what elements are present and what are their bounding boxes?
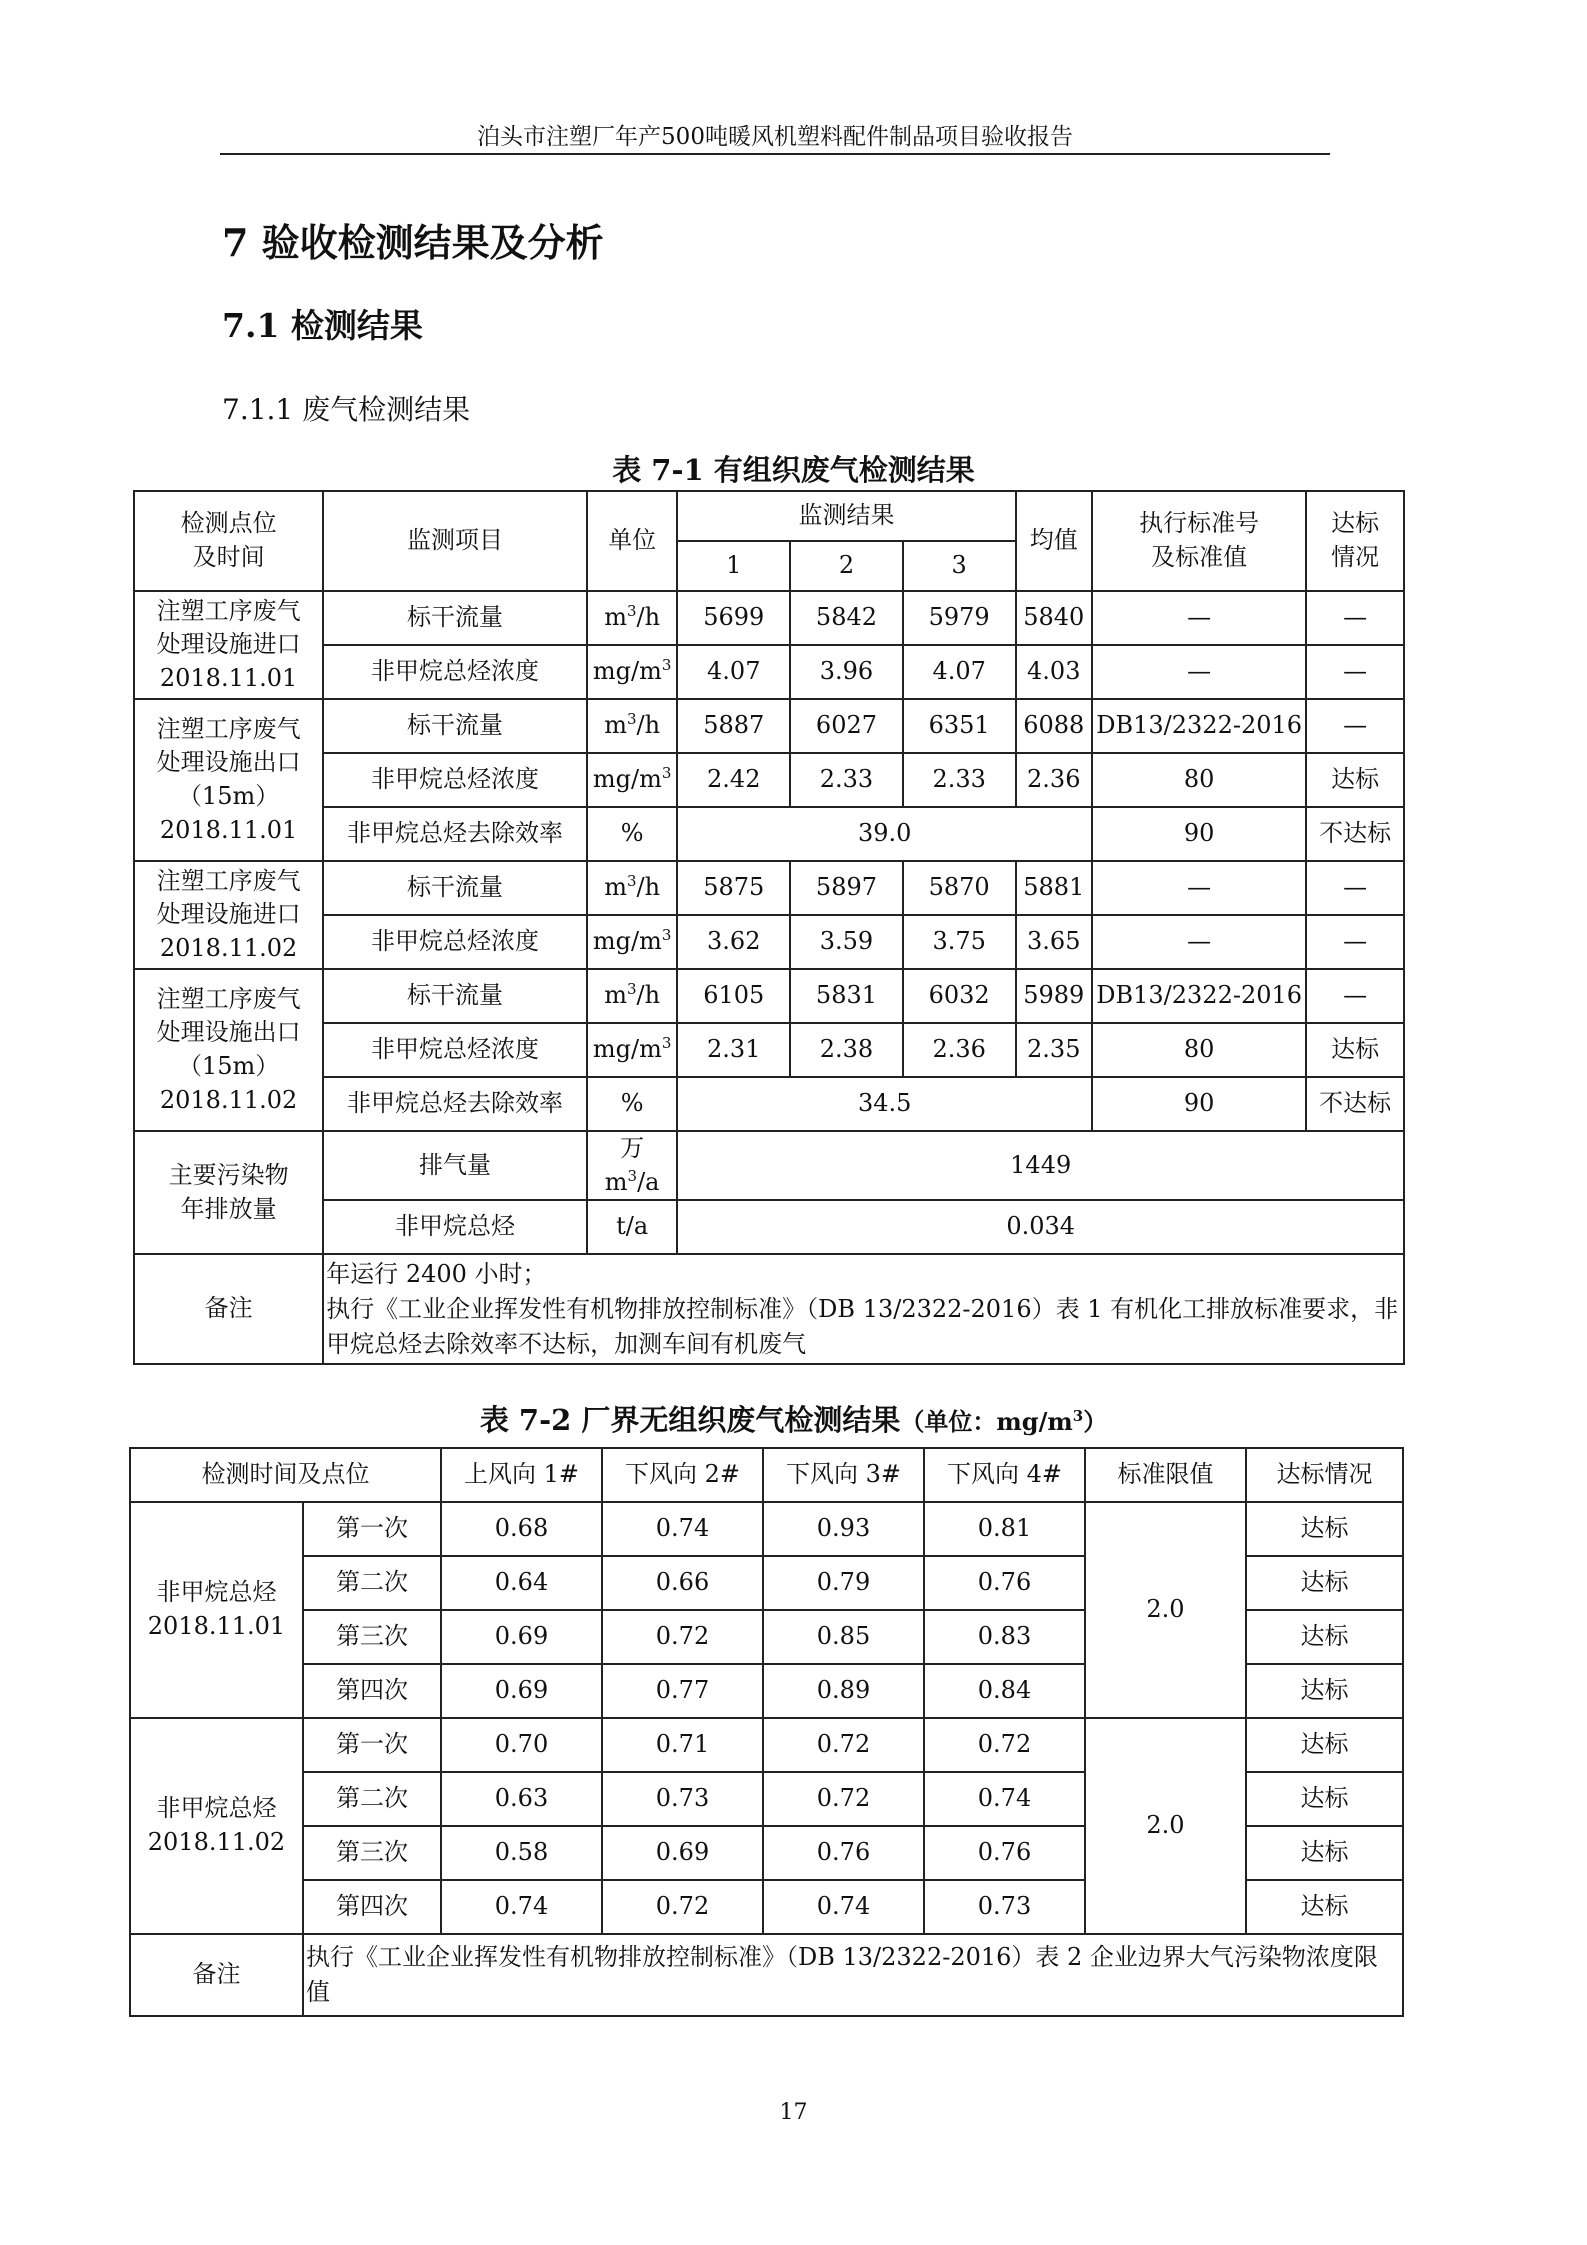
- efficiency-row: [134, 1077, 1404, 1131]
- note-row: [134, 1254, 1404, 1364]
- down3-cell: 0.89: [763, 1664, 924, 1718]
- down4-cell: 0.83: [924, 1610, 1085, 1664]
- efficiency-unit-cell: %: [587, 1077, 678, 1131]
- round-cell: 第三次: [303, 1826, 441, 1880]
- header-up1: 上风向 1#: [441, 1448, 602, 1502]
- mean-cell: 6088: [1016, 699, 1092, 753]
- down2-cell: 0.66: [602, 1556, 763, 1610]
- table-row: [130, 1718, 1403, 1772]
- round-cell: 第一次: [303, 1502, 441, 1556]
- unit-sup: 3: [626, 710, 637, 729]
- table-row: [130, 1502, 1403, 1556]
- down2-cell: 0.72: [602, 1610, 763, 1664]
- up1-cell: 0.70: [441, 1718, 602, 1772]
- header-rule: [220, 153, 1330, 155]
- status-cell: 达标: [1246, 1556, 1403, 1610]
- down3-cell: 0.72: [763, 1772, 924, 1826]
- annual-value-cell: 1449: [677, 1131, 1404, 1200]
- down3-cell: 0.72: [763, 1718, 924, 1772]
- table-row: [134, 969, 1404, 1023]
- round-cell: 第一次: [303, 1718, 441, 1772]
- header-unit: 单位: [587, 491, 678, 591]
- up1-cell: 0.64: [441, 1556, 602, 1610]
- result-2-cell: 6027: [790, 699, 903, 753]
- unit-base: mg/m: [592, 657, 662, 686]
- down2-cell: 0.73: [602, 1772, 763, 1826]
- down4-cell: 0.72: [924, 1718, 1085, 1772]
- result-1-cell: 6105: [677, 969, 790, 1023]
- standard-cell: —: [1092, 915, 1306, 969]
- down3-cell: 0.85: [763, 1610, 924, 1664]
- table2-unit-sup: 3: [1072, 1407, 1084, 1425]
- header-result-1: 1: [677, 541, 790, 591]
- down4-cell: 0.76: [924, 1556, 1085, 1610]
- status-cell: 达标: [1246, 1664, 1403, 1718]
- status-cell: 达标: [1246, 1772, 1403, 1826]
- table2-header-row: [130, 1448, 1403, 1502]
- table-row: [134, 861, 1404, 915]
- header-point-time: 检测点位 及时间: [134, 491, 323, 591]
- standard-cell: 80: [1092, 753, 1306, 807]
- table-row: [134, 753, 1404, 807]
- header-status: 达标 情况: [1306, 491, 1404, 591]
- result-2-cell: 3.59: [790, 915, 903, 969]
- table2-unit-suffix: ）: [1083, 1407, 1108, 1436]
- efficiency-item-cell: 非甲烷总烃去除效率: [323, 1077, 587, 1131]
- item-cell: 非甲烷总烃浓度: [323, 753, 587, 807]
- header-limit: 标准限值: [1085, 1448, 1246, 1502]
- result-3-cell: 4.07: [903, 645, 1016, 699]
- unit-base: m: [604, 981, 627, 1010]
- location-cell: 注塑工序废气 处理设施出口 （15m） 2018.11.02: [134, 969, 323, 1131]
- table2-caption-unit: [900, 1407, 1107, 1436]
- unit-sup: 3: [626, 602, 637, 621]
- unit-base: mg/m: [592, 927, 662, 956]
- unit-sup: 3: [661, 926, 672, 945]
- unit-sup: 3: [627, 1166, 638, 1185]
- annual-row: [134, 1131, 1404, 1200]
- up1-cell: 0.68: [441, 1502, 602, 1556]
- unit-sup: 3: [626, 980, 637, 999]
- unit-cell: [587, 645, 678, 699]
- round-cell: 第二次: [303, 1556, 441, 1610]
- unit-tail: /h: [636, 603, 661, 632]
- item-cell: 非甲烷总烃浓度: [323, 645, 587, 699]
- efficiency-status-cell: 不达标: [1306, 807, 1404, 861]
- mean-cell: 2.35: [1016, 1023, 1092, 1077]
- result-2-cell: 2.33: [790, 753, 903, 807]
- standard-cell: —: [1092, 861, 1306, 915]
- result-1-cell: 4.07: [677, 645, 790, 699]
- status-cell: 达标: [1246, 1880, 1403, 1934]
- standard-cell: DB13/2322-2016: [1092, 699, 1306, 753]
- result-3-cell: 2.36: [903, 1023, 1016, 1077]
- down2-cell: 0.77: [602, 1664, 763, 1718]
- result-3-cell: 6032: [903, 969, 1016, 1023]
- table-row: [134, 915, 1404, 969]
- efficiency-value-cell: 39.0: [677, 807, 1092, 861]
- result-1-cell: 2.42: [677, 753, 790, 807]
- efficiency-unit-cell: %: [587, 807, 678, 861]
- unit-base: 万 m: [604, 1134, 645, 1196]
- down4-cell: 0.74: [924, 1772, 1085, 1826]
- location-cell: 注塑工序废气 处理设施出口 （15m） 2018.11.01: [134, 699, 323, 861]
- efficiency-status-cell: 不达标: [1306, 1077, 1404, 1131]
- status-cell: 达标: [1246, 1826, 1403, 1880]
- status-cell: 达标: [1306, 753, 1404, 807]
- header-mean: 均值: [1016, 491, 1092, 591]
- result-1-cell: 3.62: [677, 915, 790, 969]
- result-1-cell: 5887: [677, 699, 790, 753]
- down4-cell: 0.76: [924, 1826, 1085, 1880]
- header-down3: 下风向 3#: [763, 1448, 924, 1502]
- result-3-cell: 6351: [903, 699, 1016, 753]
- efficiency-standard-cell: 90: [1092, 807, 1306, 861]
- annual-label-cell: 主要污染物 年排放量: [134, 1131, 323, 1254]
- unit-cell: [587, 1023, 678, 1077]
- efficiency-standard-cell: 90: [1092, 1077, 1306, 1131]
- note-row: [130, 1934, 1403, 2016]
- result-1-cell: 5699: [677, 591, 790, 645]
- up1-cell: 0.69: [441, 1610, 602, 1664]
- group-label-cell: 非甲烷总烃 2018.11.02: [130, 1718, 303, 1934]
- unit-cell: [587, 861, 678, 915]
- unit-base: m: [604, 711, 627, 740]
- down4-cell: 0.73: [924, 1880, 1085, 1934]
- status-cell: 达标: [1246, 1610, 1403, 1664]
- round-cell: 第四次: [303, 1880, 441, 1934]
- unit-cell: [587, 753, 678, 807]
- header-time-point: 检测时间及点位: [130, 1448, 441, 1502]
- item-cell: 非甲烷总烃浓度: [323, 1023, 587, 1077]
- table1-header-row: [134, 491, 1404, 541]
- header-item: 监测项目: [323, 491, 587, 591]
- item-cell: 标干流量: [323, 591, 587, 645]
- up1-cell: 0.58: [441, 1826, 602, 1880]
- annual-item-cell: 非甲烷总烃: [323, 1200, 587, 1254]
- group-label-cell: 非甲烷总烃 2018.11.01: [130, 1502, 303, 1718]
- up1-cell: 0.74: [441, 1880, 602, 1934]
- note-label-cell: 备注: [130, 1934, 303, 2016]
- mean-cell: 2.36: [1016, 753, 1092, 807]
- unit-sup: 3: [661, 656, 672, 675]
- result-2-cell: 3.96: [790, 645, 903, 699]
- header-down2: 下风向 2#: [602, 1448, 763, 1502]
- mean-cell: 4.03: [1016, 645, 1092, 699]
- unit-sup: 3: [661, 764, 672, 783]
- standard-cell: —: [1092, 645, 1306, 699]
- mean-cell: 3.65: [1016, 915, 1092, 969]
- result-3-cell: 2.33: [903, 753, 1016, 807]
- item-cell: 标干流量: [323, 699, 587, 753]
- location-cell: 注塑工序废气 处理设施进口 2018.11.02: [134, 861, 323, 969]
- header-result-2: 2: [790, 541, 903, 591]
- fugitive-exhaust-table: [129, 1447, 1404, 2017]
- header-down4: 下风向 4#: [924, 1448, 1085, 1502]
- status-cell: —: [1306, 969, 1404, 1023]
- efficiency-item-cell: 非甲烷总烃去除效率: [323, 807, 587, 861]
- item-cell: 标干流量: [323, 969, 587, 1023]
- item-cell: 非甲烷总烃浓度: [323, 915, 587, 969]
- status-cell: —: [1306, 861, 1404, 915]
- standard-cell: DB13/2322-2016: [1092, 969, 1306, 1023]
- status-cell: 达标: [1246, 1502, 1403, 1556]
- result-1-cell: 5875: [677, 861, 790, 915]
- table2-caption: [0, 1398, 1587, 1439]
- status-cell: —: [1306, 915, 1404, 969]
- down2-cell: 0.74: [602, 1502, 763, 1556]
- table2-caption-title: 表 7-2 厂界无组织废气检测结果: [479, 1403, 901, 1437]
- round-cell: 第四次: [303, 1664, 441, 1718]
- note-label-cell: 备注: [134, 1254, 323, 1364]
- down2-cell: 0.69: [602, 1826, 763, 1880]
- down3-cell: 0.76: [763, 1826, 924, 1880]
- organized-exhaust-table: [133, 490, 1405, 1365]
- limit-cell: 2.0: [1085, 1718, 1246, 1934]
- result-2-cell: 2.38: [790, 1023, 903, 1077]
- result-3-cell: 5870: [903, 861, 1016, 915]
- down4-cell: 0.81: [924, 1502, 1085, 1556]
- table-row: [134, 591, 1404, 645]
- unit-cell: [587, 1200, 678, 1254]
- result-3-cell: 5979: [903, 591, 1016, 645]
- note-text-cell: 年运行 2400 小时； 执行《工业企业挥发性有机物排放控制标准》（DB 13/2322-2016）表 1 有机化工排放标准要求，非甲烷总烃去除效率不达标，加测车间有机废气: [323, 1254, 1404, 1364]
- unit-sup: 3: [661, 1034, 672, 1053]
- round-cell: 第二次: [303, 1772, 441, 1826]
- unit-sup: 3: [626, 872, 637, 891]
- status-cell: —: [1306, 591, 1404, 645]
- result-3-cell: 3.75: [903, 915, 1016, 969]
- page-number: 17: [779, 2100, 808, 2125]
- down2-cell: 0.72: [602, 1880, 763, 1934]
- result-2-cell: 5842: [790, 591, 903, 645]
- unit-tail: /a: [637, 1167, 660, 1196]
- unit-tail: /h: [636, 711, 661, 740]
- status-cell: —: [1306, 699, 1404, 753]
- mean-cell: 5989: [1016, 969, 1092, 1023]
- down3-cell: 0.74: [763, 1880, 924, 1934]
- unit-cell: [587, 1131, 678, 1200]
- header-standard: 执行标准号 及标准值: [1092, 491, 1306, 591]
- header-results: 监测结果: [677, 491, 1015, 541]
- unit-base: mg/m: [592, 1035, 662, 1064]
- subsection-title: 7.1 检测结果: [222, 306, 423, 345]
- down3-cell: 0.93: [763, 1502, 924, 1556]
- unit-tail: /h: [636, 873, 661, 902]
- result-1-cell: 2.31: [677, 1023, 790, 1077]
- efficiency-row: [134, 807, 1404, 861]
- down3-cell: 0.79: [763, 1556, 924, 1610]
- status-cell: —: [1306, 645, 1404, 699]
- status-cell: 达标: [1246, 1718, 1403, 1772]
- up1-cell: 0.69: [441, 1664, 602, 1718]
- table-row: [134, 699, 1404, 753]
- running-header: 泊头市注塑厂年产500吨暖风机塑料配件制品项目验收报告: [477, 124, 1073, 150]
- unit-cell: [587, 591, 678, 645]
- down4-cell: 0.84: [924, 1664, 1085, 1718]
- table-row: [134, 645, 1404, 699]
- round-cell: 第三次: [303, 1610, 441, 1664]
- annual-row: [134, 1200, 1404, 1254]
- unit-cell: [587, 915, 678, 969]
- location-cell: 注塑工序废气 处理设施进口 2018.11.01: [134, 591, 323, 699]
- status-cell: 达标: [1306, 1023, 1404, 1077]
- up1-cell: 0.63: [441, 1772, 602, 1826]
- header-status2: 达标情况: [1246, 1448, 1403, 1502]
- subsubsection-title: 7.1.1 废气检测结果: [222, 393, 471, 426]
- standard-cell: 80: [1092, 1023, 1306, 1077]
- annual-value-cell: 0.034: [677, 1200, 1404, 1254]
- unit-cell: [587, 969, 678, 1023]
- table2-unit-prefix: （单位：mg/m: [900, 1407, 1073, 1436]
- mean-cell: 5840: [1016, 591, 1092, 645]
- header-result-3: 3: [903, 541, 1016, 591]
- unit-tail: /h: [636, 981, 661, 1010]
- down2-cell: 0.71: [602, 1718, 763, 1772]
- result-2-cell: 5831: [790, 969, 903, 1023]
- mean-cell: 5881: [1016, 861, 1092, 915]
- annual-item-cell: 排气量: [323, 1131, 587, 1200]
- item-cell: 标干流量: [323, 861, 587, 915]
- table1-caption: 表 7-1 有组织废气检测结果: [612, 453, 975, 487]
- unit-cell: [587, 699, 678, 753]
- result-2-cell: 5897: [790, 861, 903, 915]
- efficiency-value-cell: 34.5: [677, 1077, 1092, 1131]
- unit-base: m: [604, 603, 627, 632]
- table-row: [134, 1023, 1404, 1077]
- limit-cell: 2.0: [1085, 1502, 1246, 1718]
- unit-base: t/a: [616, 1212, 649, 1241]
- note-text-cell: 执行《工业企业挥发性有机物排放控制标准》（DB 13/2322-2016）表 2 企业边界大气污染物浓度限值: [303, 1934, 1403, 2016]
- standard-cell: —: [1092, 591, 1306, 645]
- unit-base: mg/m: [592, 765, 662, 794]
- section-title: 7 验收检测结果及分析: [222, 220, 604, 265]
- unit-base: m: [604, 873, 627, 902]
